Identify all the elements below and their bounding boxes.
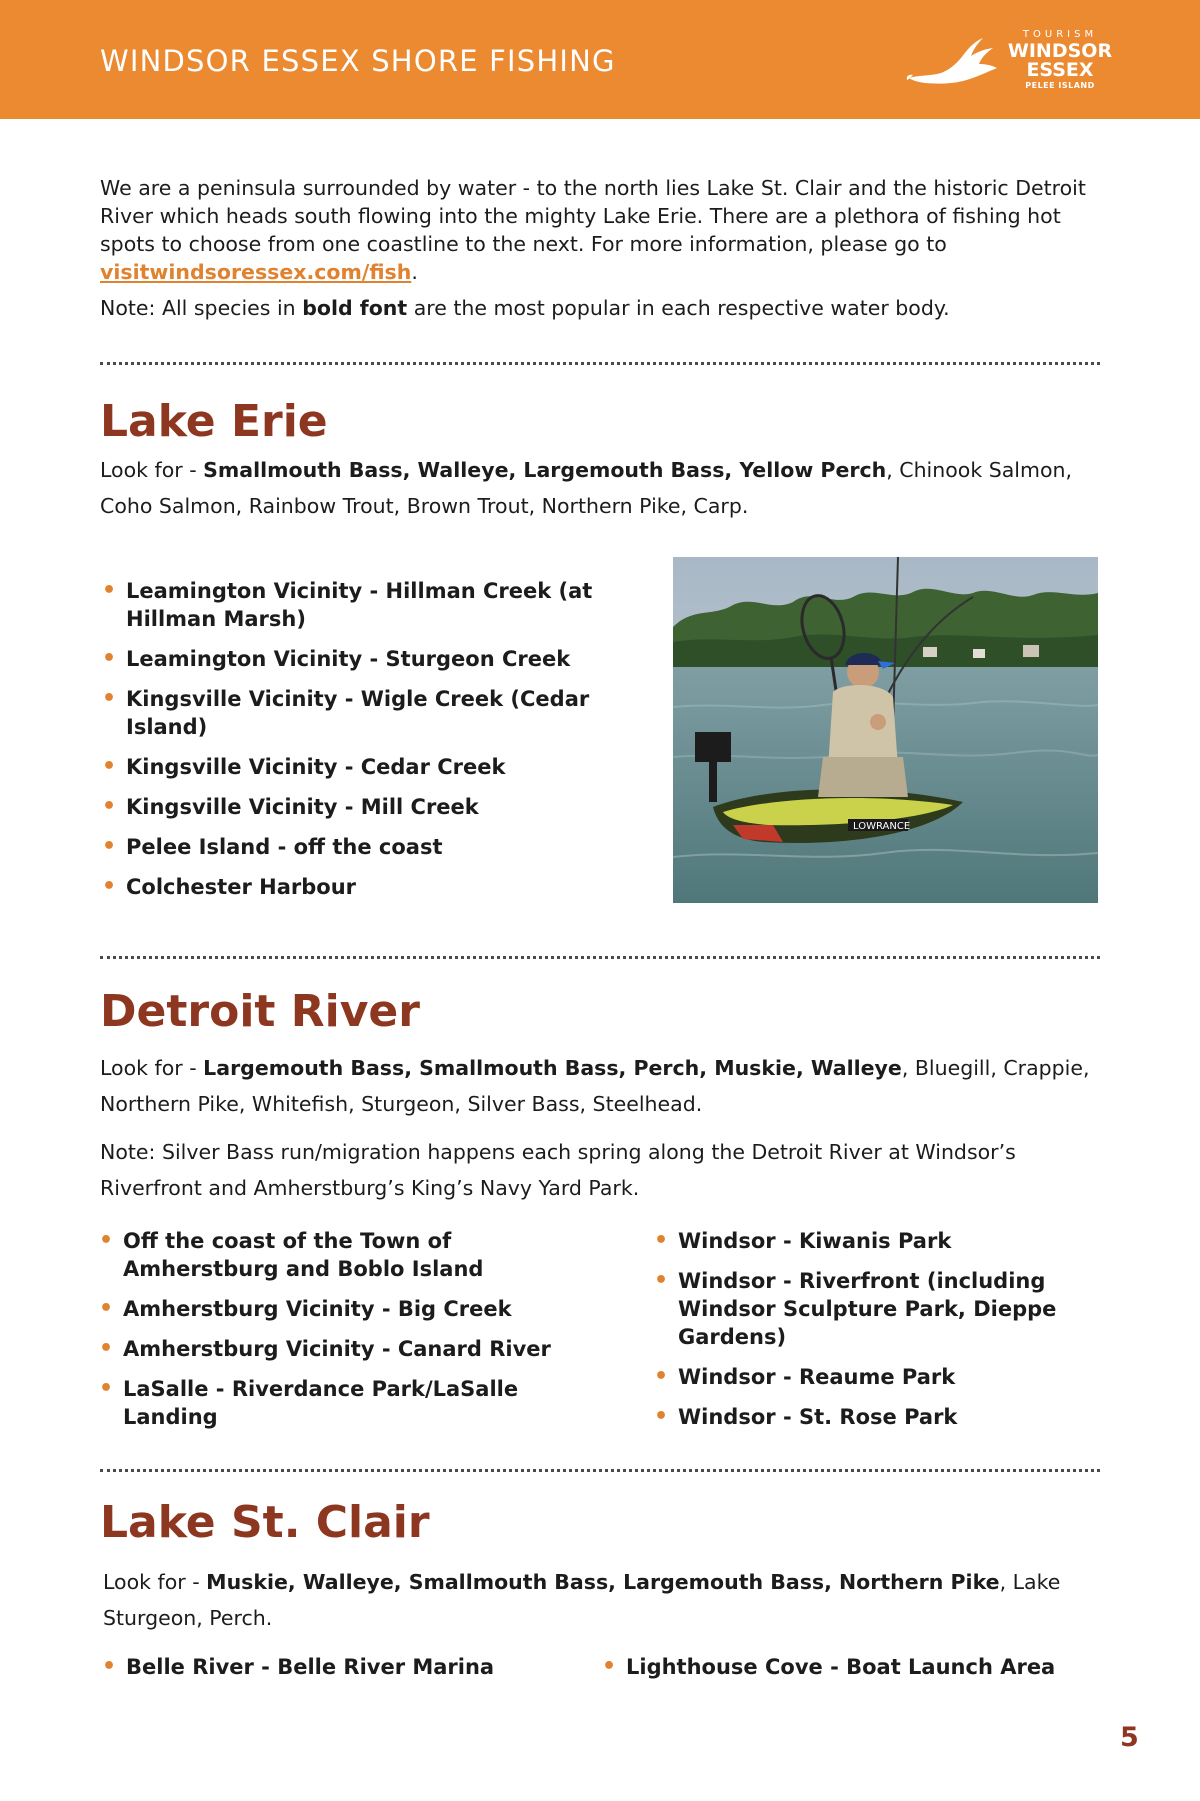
popular-species: Smallmouth Bass, Walleye, Largemouth Bass, Yellow Perch — [203, 458, 887, 482]
list-item: • Kingsville Vicinity - Mill Creek — [102, 794, 479, 819]
note-suffix: are the most popular in each respective water body. — [413, 296, 950, 320]
list-item: • Colchester Harbour — [102, 874, 356, 899]
logo-tourism-text: TOURISM — [1022, 29, 1098, 40]
lake-st-clair-spots-right — [600, 1653, 1120, 1693]
kayak-brand-text: LOWRANCE — [853, 821, 911, 832]
goose-icon — [905, 32, 1005, 90]
intro-block — [100, 174, 1100, 322]
list-item: • Windsor - Reaume Park — [654, 1364, 956, 1389]
list-item: • Leamington Vicinity - Hillman Creek (at Hillman Marsh) — [102, 578, 593, 631]
section-divider — [100, 1469, 1100, 1472]
lake-erie-title: Lake Erie — [100, 396, 328, 447]
page-number: 5 — [1120, 1722, 1139, 1753]
other-species: , Lake Sturgeon, Perch. — [103, 1570, 1061, 1630]
list-item: • Leamington Vicinity - Sturgeon Creek — [102, 646, 571, 671]
list-item: • Off the coast of the Town of Amherstburg and Boblo Island — [99, 1228, 484, 1281]
tourism-windsor-essex-logo — [905, 26, 1113, 96]
popular-species: Muskie, Walleye, Smallmouth Bass, Largemouth Bass, Northern Pike — [206, 1570, 1000, 1594]
lake-st-clair-look-for — [103, 1564, 1113, 1636]
list-item: • Windsor - Riverfront (including Windsor Sculpture Park, Dieppe Gardens) — [654, 1268, 1057, 1349]
section-divider — [100, 956, 1100, 959]
note-bold: bold font — [302, 296, 408, 320]
popular-species: Largemouth Bass, Smallmouth Bass, Perch, Muskie, Walleye — [203, 1056, 902, 1080]
list-item: • Amherstburg Vicinity - Canard River — [99, 1336, 551, 1361]
list-item: • Windsor - St. Rose Park — [654, 1404, 958, 1429]
intro-text: We are a peninsula surrounded by water - to the north lies Lake St. Clair and the historic Detroit River which heads south flowing into the mighty Lake Erie. There are a plethora of fishing hot spots to choose from one coastline to the next. For more information, please go to — [100, 176, 1086, 256]
list-item: • Pelee Island - off the coast — [102, 834, 443, 859]
list-item: • Kingsville Vicinity - Cedar Creek — [102, 754, 506, 779]
lake-st-clair-spots-left — [100, 1653, 580, 1693]
section-divider — [100, 362, 1100, 365]
detroit-river-spots-right — [652, 1227, 1102, 1443]
visit-link[interactable]: visitwindsoressex.com/fish — [100, 260, 412, 284]
intro-paragraph — [100, 174, 1100, 286]
intro-note — [100, 294, 1100, 322]
intro-period: . — [411, 260, 418, 284]
list-item: • Belle River - Belle River Marina — [102, 1654, 495, 1679]
look-for-label: Look for - — [100, 458, 197, 482]
list-item: • LaSalle - Riverdance Park/LaSalle Landing — [99, 1376, 519, 1429]
detroit-river-spots-left — [97, 1227, 567, 1443]
list-item: • Windsor - Kiwanis Park — [654, 1228, 952, 1253]
lake-erie-look-for — [100, 452, 1110, 524]
note-prefix: Note: All species in — [100, 296, 296, 320]
page-header — [0, 0, 1200, 119]
list-item: • Amherstburg Vicinity - Big Creek — [99, 1296, 512, 1321]
detroit-river-look-for — [100, 1050, 1110, 1122]
logo-pelee-text: PELEE ISLAND — [1025, 81, 1095, 90]
logo-essex-text: ESSEX — [1026, 59, 1094, 81]
header-title: WINDSOR ESSEX SHORE FISHING — [100, 44, 616, 78]
logo-wordmark — [1005, 30, 1115, 90]
look-for-label: Look for - — [103, 1570, 200, 1594]
logo-windsor-text: WINDSOR — [1007, 40, 1113, 62]
photo-illustration — [673, 557, 1098, 903]
list-item: • Lighthouse Cove - Boat Launch Area — [602, 1654, 1056, 1679]
look-for-label: Look for - — [100, 1056, 197, 1080]
kayak-angler-photo — [673, 557, 1098, 903]
lake-st-clair-title: Lake St. Clair — [100, 1497, 430, 1548]
list-item: • Kingsville Vicinity - Wigle Creek (Cedar Island) — [102, 686, 590, 739]
other-species: , Chinook Salmon, Coho Salmon, Rainbow Trout, Brown Trout, Northern Pike, Carp. — [100, 458, 1073, 518]
other-species: , Bluegill, Crappie, Northern Pike, Whitefish, Sturgeon, Silver Bass, Steelhead. — [100, 1056, 1090, 1116]
detroit-river-title: Detroit River — [100, 986, 420, 1037]
detroit-river-note: Note: Silver Bass run/migration happens each spring along the Detroit River at Windsor’s Riverfront and Amherstburg’s King’s Navy Yard Park. — [100, 1140, 1016, 1200]
lake-erie-spots — [100, 577, 620, 913]
